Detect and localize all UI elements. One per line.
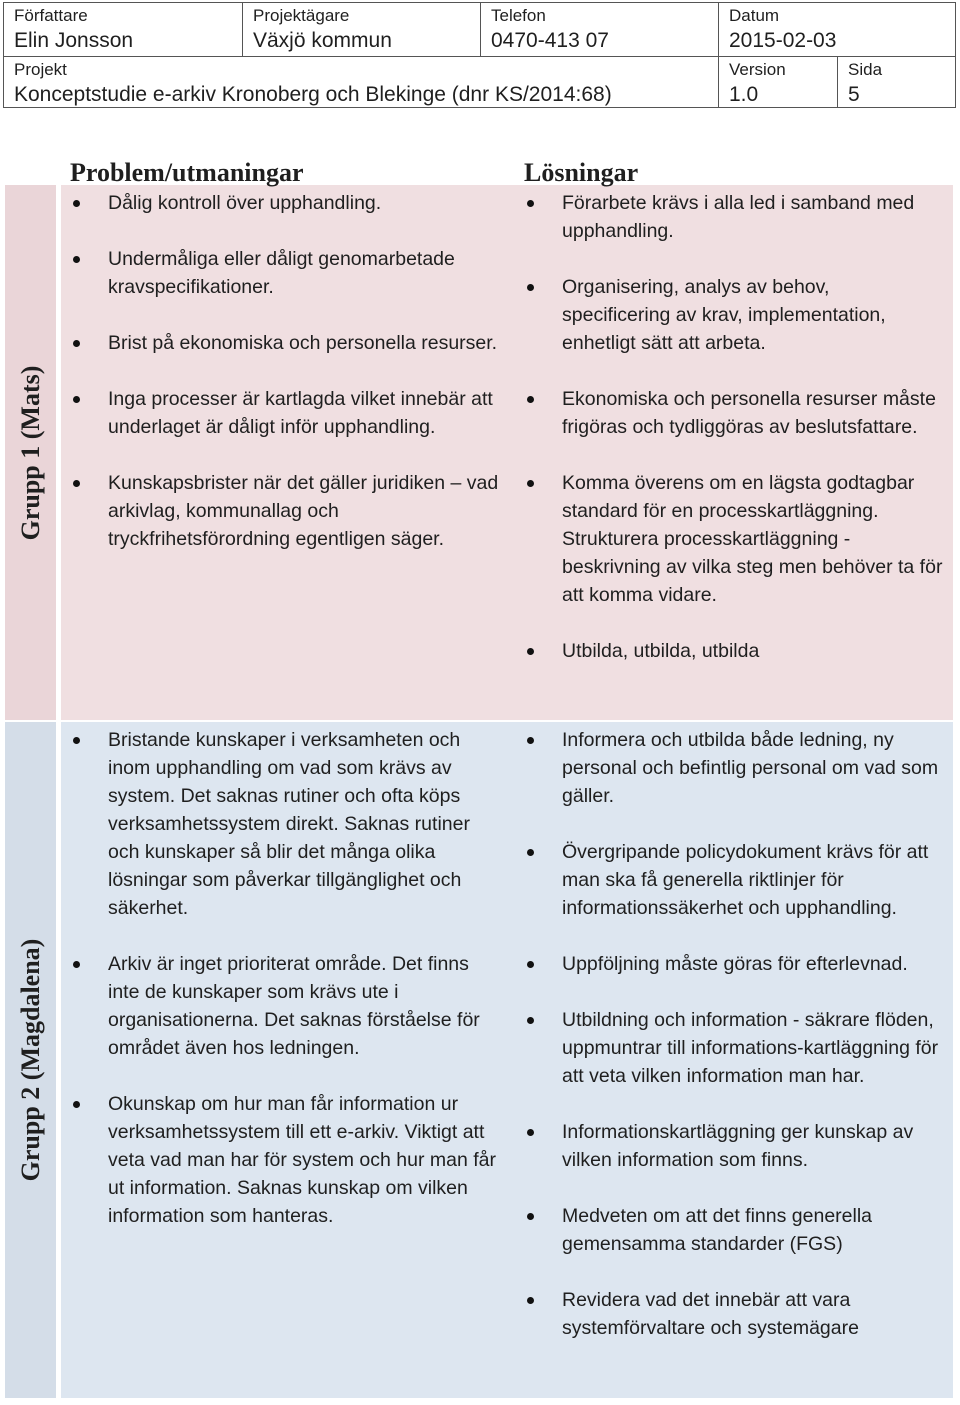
project-cell xyxy=(4,56,718,108)
date-value: 2015-02-03 xyxy=(729,29,837,52)
list-item: Uppföljning måste göras för efterlevnad. xyxy=(523,950,943,978)
version-cell xyxy=(718,56,837,108)
author-value: Elin Jonsson xyxy=(14,29,134,52)
page-cell xyxy=(837,56,955,108)
group-2-side xyxy=(5,722,56,1398)
group-1-side xyxy=(5,185,56,720)
owner-value: Växjö kommun xyxy=(253,29,392,52)
project-label: Projekt xyxy=(14,60,67,79)
author-cell xyxy=(4,3,242,56)
date-label: Datum xyxy=(729,6,780,25)
list-item: Utbilda, utbilda, utbilda xyxy=(523,637,943,665)
document-header xyxy=(3,2,956,108)
list-item: Komma överens om en lägsta godtagbar standard för en processkartläggning. Strukturera processkartläggning - beskrivning av vilka steg men behöver ta för att komma vidare. xyxy=(523,469,943,609)
phone-cell xyxy=(480,3,718,56)
page-label: Sida xyxy=(848,60,883,79)
list-item: Övergripande policydokument krävs för att man ska få generella riktlinjer för informationssäkerhet och upphandling. xyxy=(523,838,943,922)
list-item: Medveten om att det finns generella gemensamma standarder (FGS) xyxy=(523,1202,943,1258)
phone-value: 0470-413 07 xyxy=(491,29,609,52)
phone-label: Telefon xyxy=(491,6,546,25)
date-cell xyxy=(718,3,955,56)
list-item: Bristande kunskaper i verksamheten och inom upphandling om vad som krävs av system. Det saknas rutiner och ofta köps verksamhetssystem direkt. Saknas rutiner och kunskaper så blir det många olika lösningar som påverkar tillgänglighet och säkerhet. xyxy=(69,726,499,922)
group-1-problems-list xyxy=(69,189,499,581)
list-item: Organisering, analys av behov, specificering av krav, implementation, enhetligt sätt att arbeta. xyxy=(523,273,943,357)
list-item: Brist på ekonomiska och personella resurser. xyxy=(69,329,499,357)
author-label: Författare xyxy=(14,6,88,25)
owner-cell xyxy=(242,3,480,56)
group-1-solutions-list xyxy=(523,189,943,693)
list-item: Dålig kontroll över upphandling. xyxy=(69,189,499,217)
list-item: Informera och utbilda både ledning, ny personal och befintlig personal om vad som gäller. xyxy=(523,726,943,810)
list-item: Ekonomiska och personella resurser måste frigöras och tydliggöras av beslutsfattare. xyxy=(523,385,943,441)
version-value: 1.0 xyxy=(729,83,759,106)
page-value: 5 xyxy=(848,83,860,106)
project-value: Konceptstudie e-arkiv Kronoberg och Blekinge (dnr KS/2014:68) xyxy=(14,83,612,106)
problems-heading: Problem/utmaningar xyxy=(70,158,304,187)
list-item: Arkiv är inget prioriterat område. Det finns inte de kunskaper som krävs ute i organisationerna. Det saknas förståelse för området även hos ledningen. xyxy=(69,950,499,1062)
list-item: Informationskartläggning ger kunskap av vilken information som finns. xyxy=(523,1118,943,1174)
list-item: Kunskapsbrister när det gäller juridiken – vad arkivlag, kommunallag och tryckfrihetsförordning egentligen säger. xyxy=(69,469,499,553)
list-item: Förarbete krävs i alla led i samband med upphandling. xyxy=(523,189,943,245)
group-2-solutions-list xyxy=(523,726,943,1370)
list-item: Revidera vad det innebär att vara systemförvaltare och systemägare xyxy=(523,1286,943,1342)
list-item: Utbildning och information - säkrare flöden, uppmuntrar till informations-kartläggning för att veta vilken information man har. xyxy=(523,1006,943,1090)
owner-label: Projektägare xyxy=(253,6,350,25)
group-1-label: Grupp 1 (Mats) xyxy=(15,365,45,540)
solutions-heading: Lösningar xyxy=(524,158,639,187)
list-item: Inga processer är kartlagda vilket innebär att underlaget är dåligt inför upphandling. xyxy=(69,385,499,441)
group-2-label: Grupp 2 (Magdalena) xyxy=(15,938,45,1182)
version-label: Version xyxy=(729,60,786,79)
list-item: Undermåliga eller dåligt genomarbetade kravspecifikationer. xyxy=(69,245,499,301)
group-2-problems-list xyxy=(69,726,499,1258)
list-item: Okunskap om hur man får information ur verksamhetssystem till ett e-arkiv. Viktigt att veta vad man har för system och hur man får ut information. Saknas kunskap om vilken information som hanteras. xyxy=(69,1090,499,1230)
